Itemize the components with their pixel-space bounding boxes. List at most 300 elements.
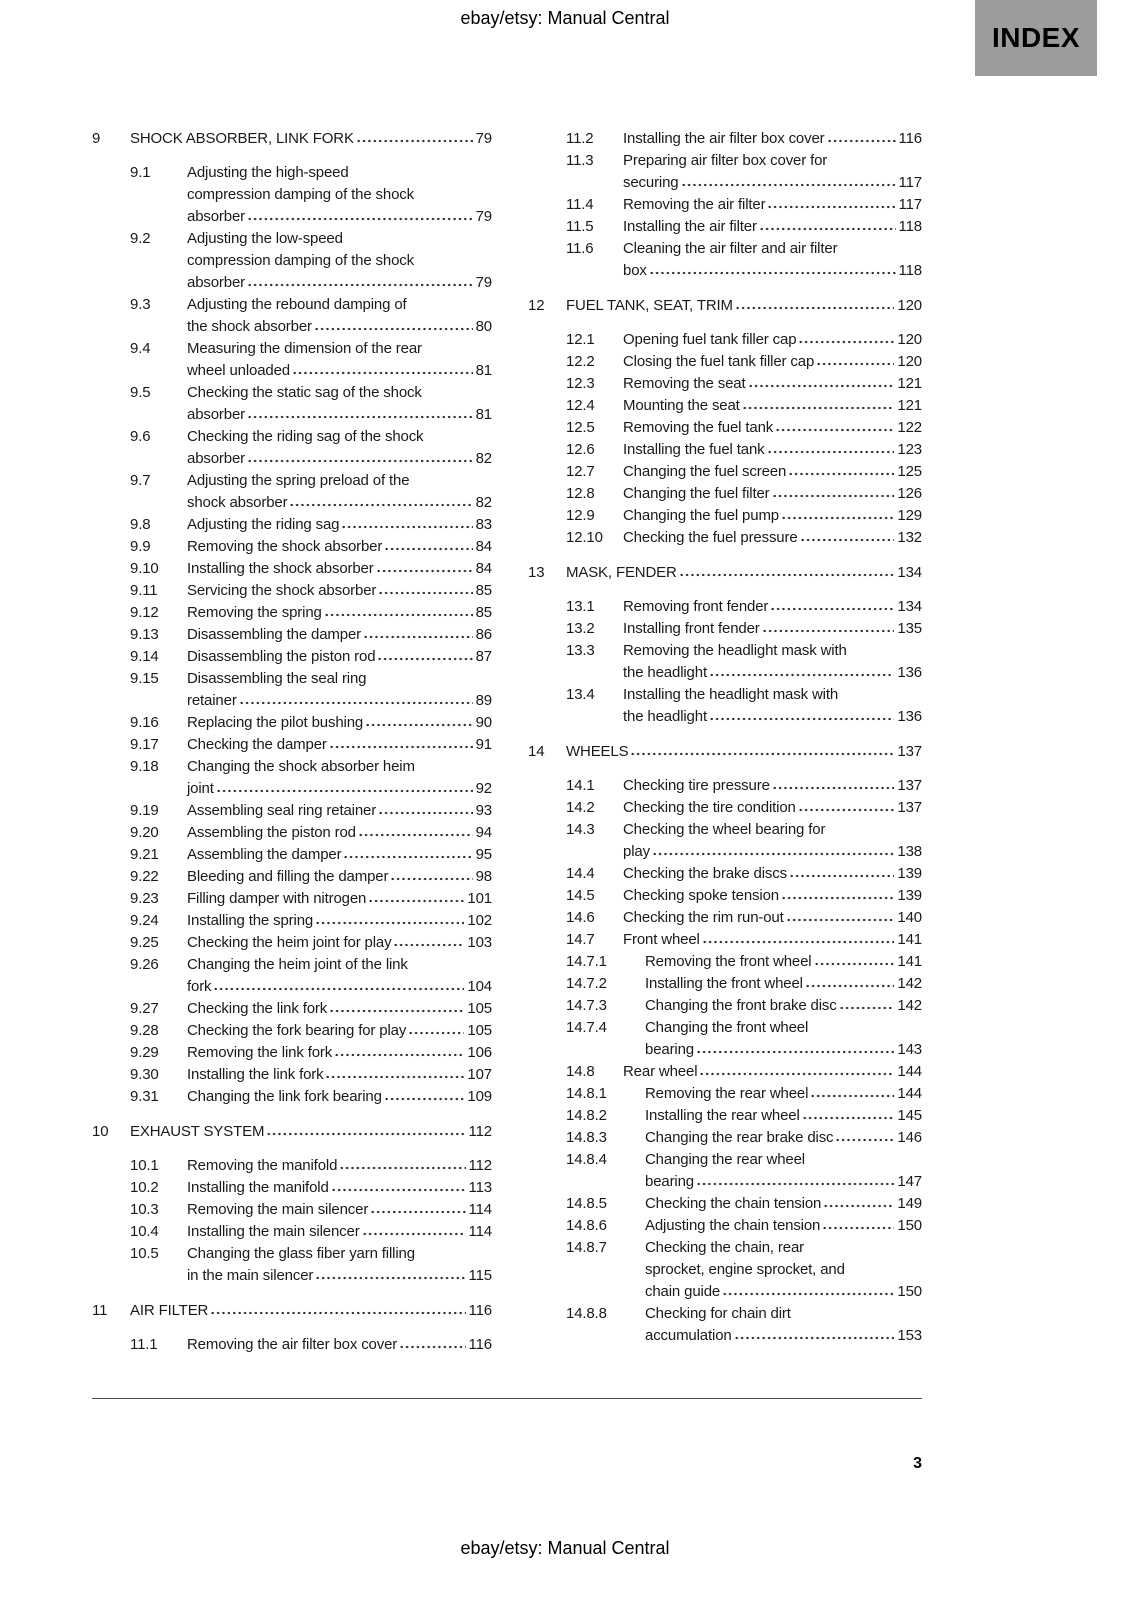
dot-leader: [630, 752, 894, 756]
toc-entry-number: 9.3: [130, 296, 151, 313]
toc-column: [528, 128, 922, 1356]
toc-entry: [130, 734, 492, 756]
toc-entry-title: Removing the fuel tank 122: [623, 417, 922, 439]
toc-entry: [566, 819, 922, 863]
toc-entry-title: Checking the rim run-out 140: [623, 907, 922, 929]
toc-entry-number: 9.15: [130, 670, 159, 687]
toc-entry-page: 118: [898, 218, 922, 235]
toc-entry-page: 137: [897, 799, 922, 816]
dot-leader: [213, 987, 464, 991]
toc-entry-page: 103: [467, 934, 492, 951]
toc-entry-title: Front wheel 141: [623, 929, 922, 951]
toc-entry-page: 94: [475, 824, 492, 841]
toc-entry-number: 14.7: [566, 931, 595, 948]
toc-entry-number: 13.3: [566, 642, 595, 659]
toc-entry-title: Installing the front wheel 142: [645, 973, 922, 995]
toc-entry-page: 117: [898, 174, 922, 191]
toc-entry-title: Closing the fuel tank filler cap 120: [623, 351, 922, 373]
toc-entry-page: 125: [897, 463, 922, 480]
toc-entry-page: 107: [467, 1066, 492, 1083]
toc-entry-page: 83: [475, 516, 492, 533]
toc-entry-title: Installing the main silencer 114: [187, 1221, 492, 1243]
toc-entry: [566, 640, 922, 684]
toc-entry-number: 10.1: [130, 1157, 159, 1174]
toc-entry-title: Changing the front brake disc 142: [645, 995, 922, 1017]
toc-entry-page: 141: [897, 931, 922, 948]
dot-leader: [363, 635, 473, 639]
toc-entry-number: 11.3: [566, 152, 594, 169]
toc-entry: [566, 863, 922, 885]
toc-section-entry: [528, 741, 922, 763]
toc-entry-page: 144: [897, 1085, 922, 1102]
toc-entry: [130, 712, 492, 734]
toc-entry: [130, 558, 492, 580]
toc-entry-title: Installing the air filter 118: [623, 216, 922, 238]
toc-entry-page: 105: [467, 1022, 492, 1039]
toc-entry-number: 12.8: [566, 485, 595, 502]
toc-entry-number: 12.6: [566, 441, 595, 458]
toc-entry-title: FUEL TANK, SEAT, TRIM 120: [566, 295, 922, 317]
toc-column: [92, 128, 492, 1356]
dot-leader: [239, 701, 473, 705]
toc-entry-number: 9.23: [130, 890, 159, 907]
toc-entry-page: 117: [898, 196, 922, 213]
toc-entry-title: Checking the tire condition 137: [623, 797, 922, 819]
toc-entry-page: 120: [897, 353, 922, 370]
toc-entry-number: 9.16: [130, 714, 159, 731]
toc-section-entry: [528, 295, 922, 317]
toc-entry-page: 102: [467, 912, 492, 929]
toc-entry: [566, 618, 922, 640]
dot-leader: [343, 855, 472, 859]
toc-entry: [566, 483, 922, 505]
toc-entry: [130, 1221, 492, 1243]
toc-entry-number: 12.3: [566, 375, 595, 392]
dot-leader: [399, 1345, 465, 1349]
toc-entry-title: Preparing air filter box cover for securing 117: [623, 150, 922, 194]
toc-entry: [566, 1083, 922, 1105]
toc-entry-title: Installing front fender 135: [623, 618, 922, 640]
dot-leader: [324, 613, 473, 617]
toc-entry-number: 9.5: [130, 384, 151, 401]
toc-entry-title: SHOCK ABSORBER, LINK FORK 79: [130, 128, 492, 150]
toc-entry: [566, 929, 922, 951]
dot-leader: [378, 591, 472, 595]
toc-entry-number: 9.22: [130, 868, 159, 885]
toc-entry-title: AIR FILTER 116: [130, 1300, 492, 1322]
toc-entry-number: 14.8.7: [566, 1239, 607, 1256]
toc-entry-number: 14.7.2: [566, 975, 607, 992]
toc-entry-title: Removing the main silencer 114: [187, 1199, 492, 1221]
toc-entry: [566, 1303, 922, 1347]
dot-leader: [376, 569, 473, 573]
toc-entry-number: 14.3: [566, 821, 595, 838]
toc-entry-title: Adjusting the chain tension 150: [645, 1215, 922, 1237]
toc-entry-page: 82: [475, 494, 492, 511]
toc-entry-title: Changing the fuel pump 129: [623, 505, 922, 527]
dot-leader: [775, 428, 894, 432]
toc-entry-page: 79: [475, 130, 492, 147]
toc-entry-number: 14.8.1: [566, 1085, 607, 1102]
dot-leader: [315, 1276, 465, 1280]
toc-entry: [566, 238, 922, 282]
toc-entry-title: Checking the wheel bearing for play 138: [623, 819, 922, 863]
toc-entry-title: Installing the rear wheel 145: [645, 1105, 922, 1127]
toc-entry: [130, 470, 492, 514]
toc-entry-title: Removing the headlight mask with the headlight 136: [623, 640, 922, 684]
toc-entry-number: 9.12: [130, 604, 159, 621]
toc-entry-title: Removing the spring 85: [187, 602, 492, 624]
toc-entry-page: 129: [897, 507, 922, 524]
toc-entry: [566, 1127, 922, 1149]
dot-leader: [835, 1138, 894, 1142]
dot-leader: [709, 717, 894, 721]
toc-entry-number: 9.11: [130, 582, 158, 599]
toc-entry-title: Removing the manifold 112: [187, 1155, 492, 1177]
toc-entry-number: 9.13: [130, 626, 159, 643]
toc-entry-title: Adjusting the riding sag 83: [187, 514, 492, 536]
toc-entry-title: Removing the shock absorber 84: [187, 536, 492, 558]
dot-leader: [810, 1094, 894, 1098]
toc-entry-page: 81: [475, 362, 492, 379]
toc-entry-page: 112: [468, 1157, 492, 1174]
dot-leader: [331, 1188, 466, 1192]
toc-entry-page: 136: [897, 664, 922, 681]
toc-entry: [130, 162, 492, 228]
dot-leader: [823, 1204, 894, 1208]
toc-entry-number: 9.21: [130, 846, 159, 863]
dot-leader: [247, 217, 473, 221]
toc-entry-page: 134: [897, 598, 922, 615]
dot-leader: [762, 629, 895, 633]
toc-entry-title: Installing the headlight mask with the headlight 136: [623, 684, 922, 728]
toc-entry-title: Disassembling the seal ring retainer 89: [187, 668, 492, 712]
toc-entry-number: 14.8.2: [566, 1107, 607, 1124]
toc-entry: [130, 1020, 492, 1042]
toc-entry-number: 14.8.3: [566, 1129, 607, 1146]
toc-entry-number: 12.7: [566, 463, 595, 480]
toc-entry-page: 113: [468, 1179, 492, 1196]
toc-entry: [130, 1243, 492, 1287]
dot-leader: [767, 450, 895, 454]
toc-entry-number: 14.5: [566, 887, 595, 904]
toc-entry: [130, 1334, 492, 1356]
toc-entry-number: 12.5: [566, 419, 595, 436]
toc-entry-number: 12.2: [566, 353, 595, 370]
toc-entry-page: 144: [897, 1063, 922, 1080]
toc-entry-number: 9.27: [130, 1000, 159, 1017]
toc-entry-title: Adjusting the rebound damping of the shock absorber 80: [187, 294, 492, 338]
toc-entry-number: 13.1: [566, 598, 595, 615]
toc-entry-number: 9.29: [130, 1044, 159, 1061]
dot-leader: [216, 789, 473, 793]
toc-entry: [566, 373, 922, 395]
toc-entry-title: Checking the chain tension 149: [645, 1193, 922, 1215]
toc-entry-page: 85: [475, 582, 492, 599]
toc-entry: [566, 797, 922, 819]
toc-entry-number: 14: [528, 743, 545, 760]
toc-entry: [566, 417, 922, 439]
toc-entry-number: 14.2: [566, 799, 595, 816]
toc-entry-title: Checking tire pressure 137: [623, 775, 922, 797]
toc-entry: [566, 1017, 922, 1061]
toc-entry-number: 9.30: [130, 1066, 159, 1083]
toc-entry-number: 14.7.1: [566, 953, 607, 970]
toc-entry: [130, 954, 492, 998]
toc-entry-title: Checking the brake discs 139: [623, 863, 922, 885]
toc-entry: [130, 822, 492, 844]
dot-leader: [735, 306, 895, 310]
toc-entry: [566, 1149, 922, 1193]
dot-leader: [247, 415, 473, 419]
dot-leader: [393, 943, 464, 947]
toc-entry-page: 93: [475, 802, 492, 819]
toc-entry-title: Changing the link fork bearing 109: [187, 1086, 492, 1108]
dot-leader: [772, 786, 895, 790]
dot-leader: [362, 1232, 466, 1236]
toc-entry-page: 121: [897, 397, 922, 414]
toc-entry-number: 9.10: [130, 560, 159, 577]
toc-entry-title: Installing the shock absorber 84: [187, 558, 492, 580]
toc-entry-number: 9.28: [130, 1022, 159, 1039]
toc-entry-number: 9.25: [130, 934, 159, 951]
toc-entry-page: 150: [897, 1217, 922, 1234]
dot-leader: [329, 745, 473, 749]
toc-entry: [130, 536, 492, 558]
toc-entry: [130, 888, 492, 910]
toc-entry-title: Adjusting the low-speed compression damping of the shock absorber 79: [187, 228, 492, 294]
toc-entry: [566, 128, 922, 150]
toc-entry-title: Changing the glass fiber yarn filling in the main silencer 115: [187, 1243, 492, 1287]
toc-entry-number: 12.9: [566, 507, 595, 524]
dot-leader: [699, 1072, 894, 1076]
toc-entry: [130, 1042, 492, 1064]
toc-entry-title: Rear wheel 144: [623, 1061, 922, 1083]
toc-entry-page: 126: [897, 485, 922, 502]
toc-entry: [130, 426, 492, 470]
toc-entry-number: 14.4: [566, 865, 595, 882]
dot-leader: [798, 340, 894, 344]
toc-entry-number: 14.1: [566, 777, 595, 794]
toc-entry-number: 9.31: [130, 1088, 159, 1105]
toc-entry: [130, 1086, 492, 1108]
toc-entry: [130, 800, 492, 822]
toc-entry-page: 122: [897, 419, 922, 436]
toc-entry: [566, 439, 922, 461]
toc-entry-page: 137: [897, 777, 922, 794]
toc-entry: [566, 1105, 922, 1127]
toc-entry-page: 120: [897, 331, 922, 348]
dot-leader: [356, 139, 473, 143]
toc-entry: [130, 998, 492, 1020]
toc-section-entry: [92, 1121, 492, 1143]
toc-entry-page: 84: [475, 560, 492, 577]
dot-leader: [292, 371, 473, 375]
dot-leader: [789, 874, 894, 878]
dot-leader: [696, 1182, 894, 1186]
toc-entry-number: 9.14: [130, 648, 159, 665]
toc-entry-title: Bleeding and filling the damper 98: [187, 866, 492, 888]
toc-entry-page: 123: [897, 441, 922, 458]
toc-entry-title: Removing the front wheel 141: [645, 951, 922, 973]
toc-section-entry: [92, 1300, 492, 1322]
dot-leader: [358, 833, 473, 837]
dot-leader: [759, 227, 896, 231]
toc-entry-title: Checking the fuel pressure 132: [623, 527, 922, 549]
toc-entry-number: 14.8.4: [566, 1151, 607, 1168]
toc-entry-title: Filling damper with nitrogen 101: [187, 888, 492, 910]
toc-entry-number: 9.20: [130, 824, 159, 841]
dot-leader: [742, 406, 895, 410]
toc-entry: [130, 932, 492, 954]
dot-leader: [767, 205, 895, 209]
toc-entry-page: 120: [897, 297, 922, 314]
toc-entry-page: 101: [467, 890, 492, 907]
toc-entry: [130, 624, 492, 646]
toc-entry: [566, 329, 922, 351]
toc-entry-title: Removing the air filter box cover 116: [187, 1334, 492, 1356]
toc-entry-page: 95: [475, 846, 492, 863]
dot-leader: [788, 472, 894, 476]
toc-entry-title: Replacing the pilot bushing 90: [187, 712, 492, 734]
toc-entry-title: Mounting the seat 121: [623, 395, 922, 417]
dot-leader: [802, 1116, 895, 1120]
dot-leader: [210, 1311, 465, 1315]
toc-entry-number: 9.17: [130, 736, 159, 753]
toc-entry-title: Checking spoke tension 139: [623, 885, 922, 907]
toc-entry-page: 98: [475, 868, 492, 885]
toc-entry-title: WHEELS 137: [566, 741, 922, 763]
toc-entry-title: Assembling the damper 95: [187, 844, 492, 866]
toc-entry-page: 136: [897, 708, 922, 725]
toc-entry-title: Changing the shock absorber heim joint 92: [187, 756, 492, 800]
dot-leader: [696, 1050, 894, 1054]
toc-entry-title: Adjusting the spring preload of the shock absorber 82: [187, 470, 492, 514]
toc-entry-number: 9.7: [130, 472, 151, 489]
toc-entry: [130, 382, 492, 426]
dot-leader: [681, 183, 896, 187]
toc-entry: [566, 1237, 922, 1303]
toc-entry-title: Installing the fuel tank 123: [623, 439, 922, 461]
toc-entry-page: 109: [467, 1088, 492, 1105]
toc-entry-page: 91: [475, 736, 492, 753]
dot-leader: [772, 494, 895, 498]
dot-leader: [266, 1132, 465, 1136]
toc-entry-title: Changing the rear wheel bearing 147: [645, 1149, 922, 1193]
toc-entry-page: 84: [475, 538, 492, 555]
toc-entry-number: 9.1: [130, 164, 151, 181]
dot-leader: [798, 808, 895, 812]
dot-leader: [770, 607, 894, 611]
dot-leader: [822, 1226, 894, 1230]
toc-entry-page: 79: [475, 274, 492, 291]
dot-leader: [702, 940, 895, 944]
dot-leader: [384, 547, 472, 551]
dot-leader: [329, 1009, 464, 1013]
dot-leader: [341, 525, 472, 529]
toc-entry-title: Changing the fuel screen 125: [623, 461, 922, 483]
toc-entry-number: 10.4: [130, 1223, 159, 1240]
toc-entry-page: 150: [897, 1283, 922, 1300]
toc-entry: [566, 461, 922, 483]
toc-entry-page: 87: [475, 648, 492, 665]
toc-entry-title: Checking the static sag of the shock absorber 81: [187, 382, 492, 426]
toc-entry-page: 149: [897, 1195, 922, 1212]
toc-entry-page: 143: [897, 1041, 922, 1058]
toc-entry-page: 121: [897, 375, 922, 392]
toc-entry-page: 116: [468, 1302, 492, 1319]
toc-entry-page: 106: [467, 1044, 492, 1061]
toc-entry-number: 9: [92, 130, 101, 147]
dot-leader: [378, 811, 473, 815]
toc-entry-page: 147: [897, 1173, 922, 1190]
toc-entry-title: Checking the riding sag of the shock absorber 82: [187, 426, 492, 470]
toc-entry: [566, 907, 922, 929]
toc-entry-title: Opening fuel tank filler cap 120: [623, 329, 922, 351]
dot-leader: [839, 1006, 895, 1010]
toc-entry-title: Checking the heim joint for play 103: [187, 932, 492, 954]
dot-leader: [339, 1166, 465, 1170]
dot-leader: [816, 362, 894, 366]
toc-entry-number: 12.10: [566, 529, 603, 546]
dot-leader: [814, 962, 895, 966]
dot-leader: [786, 918, 895, 922]
header-title: ebay/etsy: Manual Central: [460, 8, 670, 28]
dot-leader: [390, 877, 472, 881]
dot-leader: [314, 327, 473, 331]
toc-entry-page: 137: [897, 743, 922, 760]
toc-entry-number: 10.2: [130, 1179, 159, 1196]
toc-entry-title: Assembling seal ring retainer 93: [187, 800, 492, 822]
toc-entry: [130, 338, 492, 382]
toc-entry-title: Changing the front wheel bearing 143: [645, 1017, 922, 1061]
toc-entry-title: Checking the fork bearing for play 105: [187, 1020, 492, 1042]
toc-entry-title: Installing the manifold 113: [187, 1177, 492, 1199]
toc-entry: [130, 668, 492, 712]
dot-leader: [679, 573, 895, 577]
toc-entry: [566, 995, 922, 1017]
toc-entry: [566, 194, 922, 216]
toc-entry-page: 92: [475, 780, 492, 797]
toc-entry: [566, 1061, 922, 1083]
toc-entry-page: 89: [475, 692, 492, 709]
toc-entry-number: 9.19: [130, 802, 159, 819]
toc-section-entry: [92, 128, 492, 150]
toc-entry-title: Checking the link fork 105: [187, 998, 492, 1020]
toc-entry-number: 11.1: [130, 1336, 158, 1353]
index-label: INDEX: [991, 22, 1081, 53]
toc-entry-page: 80: [475, 318, 492, 335]
toc-entry-page: 146: [897, 1129, 922, 1146]
toc-entry-page: 116: [468, 1336, 492, 1353]
toc-entry: [130, 910, 492, 932]
toc-entry: [130, 294, 492, 338]
toc-entry-page: 114: [468, 1223, 492, 1240]
toc-entry-number: 10.5: [130, 1245, 159, 1262]
toc-entry: [566, 505, 922, 527]
toc-entry-page: 118: [898, 262, 922, 279]
toc-entry-page: 90: [475, 714, 492, 731]
toc-entry-page: 112: [468, 1123, 492, 1140]
toc-entry-page: 140: [897, 909, 922, 926]
toc-entry-page: 153: [897, 1327, 922, 1344]
toc-entry-title: Servicing the shock absorber 85: [187, 580, 492, 602]
toc-entry: [566, 216, 922, 238]
toc-entry-page: 134: [897, 564, 922, 581]
toc-entry: [566, 395, 922, 417]
toc-entry: [566, 150, 922, 194]
toc-entry-number: 11.4: [566, 196, 594, 213]
